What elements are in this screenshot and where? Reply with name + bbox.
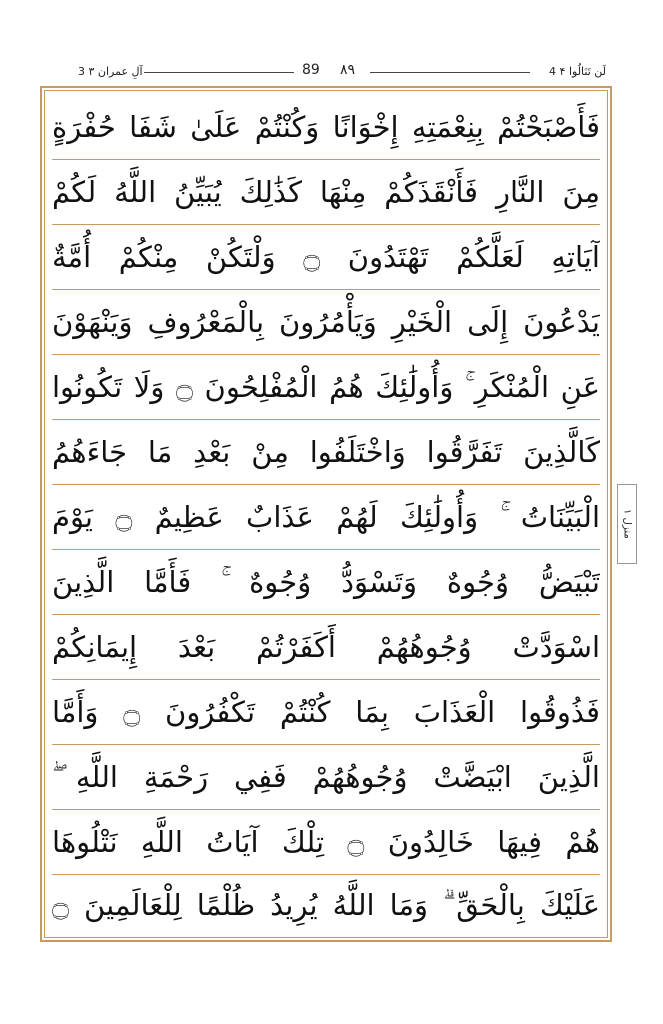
verse-line-8: تَبْيَضُّ وُجُوهٌ وَتَسْوَدُّ وُجُوهٌ ۚ فَأَمَّا الَّذِينَ	[52, 565, 600, 599]
verse-line-3: آيَاتِهِ لَعَلَّكُمْ تَهْتَدُونَ ۝ وَلْتَكُنْ مِنْكُمْ أُمَّةٌ	[52, 240, 600, 274]
verse-line-7: الْبَيِّنَاتُ ۚ وَأُولَٰئِكَ لَهُمْ عَذَابٌ عَظِيمٌ ۝ يَوْمَ	[52, 500, 600, 534]
header-rule-left	[144, 72, 294, 73]
page-header	[40, 62, 612, 84]
surah-label: 3 آلِ عمران ۳	[78, 65, 143, 78]
verse-line-5: عَنِ الْمُنْكَرِ ۚ وَأُولَٰئِكَ هُمُ الْمُفْلِحُونَ ۝ وَلَا تَكُونُوا	[52, 370, 600, 404]
line-separator	[52, 159, 600, 160]
line-separator	[52, 484, 600, 485]
line-separator	[52, 419, 600, 420]
line-separator	[52, 289, 600, 290]
verse-line-6: كَالَّذِينَ تَفَرَّقُوا وَاخْتَلَفُوا مِنْ بَعْدِ مَا جَاءَهُمُ	[52, 435, 600, 469]
verse-line-12: هُمْ فِيهَا خَالِدُونَ ۝ تِلْكَ آيَاتُ اللَّهِ نَتْلُوهَا	[52, 825, 600, 859]
line-separator	[52, 224, 600, 225]
manzil-marker: منزل ١	[617, 484, 637, 564]
verse-line-9: اسْوَدَّتْ وُجُوهُهُمْ أَكَفَرْتُمْ بَعْدَ إِيمَانِكُمْ	[52, 630, 600, 664]
line-separator	[52, 809, 600, 810]
page-number-urdu: ٨٩	[340, 62, 356, 78]
line-separator	[52, 354, 600, 355]
juz-label: 4 لَن تَنَالُوا ۴	[549, 65, 606, 78]
verse-line-2: مِنَ النَّارِ فَأَنْقَذَكُمْ مِنْهَا كَذَٰلِكَ يُبَيِّنُ اللَّهُ لَكُمْ	[52, 175, 600, 209]
header-rule-right	[370, 72, 530, 73]
verse-line-1: فَأَصْبَحْتُمْ بِنِعْمَتِهِ إِخْوَانًا وَكُنْتُمْ عَلَىٰ شَفَا حُفْرَةٍ	[52, 110, 600, 144]
verse-line-10: فَذُوقُوا الْعَذَابَ بِمَا كُنْتُمْ تَكْفُرُونَ ۝ وَأَمَّا	[52, 695, 600, 729]
line-separator	[52, 744, 600, 745]
line-separator	[52, 614, 600, 615]
page-number-latin: 89	[302, 62, 320, 78]
line-separator	[52, 549, 600, 550]
verse-line-4: يَدْعُونَ إِلَى الْخَيْرِ وَيَأْمُرُونَ بِالْمَعْرُوفِ وَيَنْهَوْنَ	[52, 305, 600, 339]
verse-line-11: الَّذِينَ ابْيَضَّتْ وُجُوهُهُمْ فَفِي رَحْمَةِ اللَّهِ ۖ	[52, 760, 600, 794]
verse-line-13: عَلَيْكَ بِالْحَقِّ ۗ وَمَا اللَّهُ يُرِيدُ ظُلْمًا لِلْعَالَمِينَ ۝	[52, 888, 600, 922]
line-separator	[52, 679, 600, 680]
